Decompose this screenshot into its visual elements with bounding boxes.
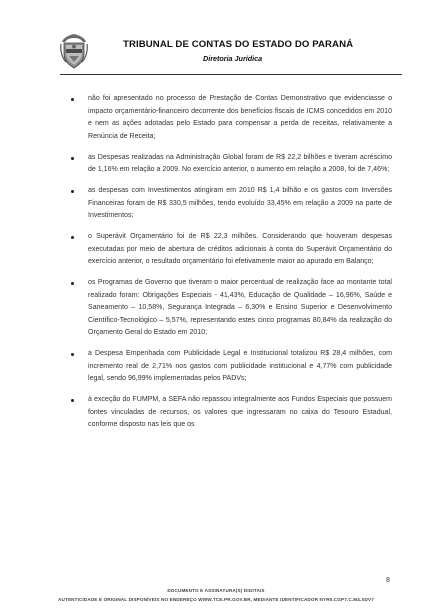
list-item-text: as despesas com Investimentos atingiram em 2010 R$ 1,4 bilhão e os gastos com Inversões Financeiras foram de R$ 330,5 milhões, tendo evoluído 33,45% em relação a 2009 na parte de Investimentos; (88, 187, 392, 219)
list-item (60, 394, 392, 432)
parana-coat-of-arms-icon (60, 32, 88, 70)
list-item-text: não foi apresentado no processo de Prestação de Contas Demonstrativo que evidenciasse o impacto orçamentário-financeiro decorrente dos benefícios fiscais de ICMS concedidos em 2010 e nem as ações adotadas pelo Estado para compensar a perda de receitas, relativamente a Renúncia de Receita; (88, 95, 392, 140)
bullet-icon (71, 399, 74, 402)
bullet-icon (71, 190, 74, 193)
list-item-text: os Programas de Governo que tiveram o maior percentual de realização face ao montante total realizado foram: Obrigações Especiais - 41,43%, Educação de Qualidade – 16,96%, Saúde e Saneamento – 10,58%, Segurança Integrada – 6,30% e Ensino Superior e Desenvolvimento Científico-Tecnológico – 5,57%, representando estes cinco programas 80,84% da realização do Orçamento Geral do Estado em 2010; (88, 279, 392, 336)
header-divider (60, 74, 402, 75)
list-item (60, 152, 392, 177)
list-item (60, 277, 392, 340)
list-item-text: a Despesa Empenhada com Publicidade Legal e Institucional totalizou R$ 28,4 milhões, com incremento real de 2,71% nos gastos com publicidade institucional e 4,77% com publicidade legal, sendo 96,99% implementadas pelos PADVs; (88, 350, 392, 382)
list-item-text: o Superávit Orçamentário foi de R$ 22,3 milhões. Considerando que houveram despesas executadas por meio de abertura de créditos adicionais à conta do Superávit Orçamentário do exercício anterior, o resultado orçamentário foi efetivamente maior ao apurado em Balanço; (88, 233, 392, 265)
bullet-icon (71, 157, 74, 160)
list-item (60, 185, 392, 223)
bullet-icon (71, 98, 74, 101)
bullet-icon (71, 353, 74, 356)
organization-title: TRIBUNAL DE CONTAS DO ESTADO DO PARANÁ (123, 39, 354, 50)
bullet-icon (71, 236, 74, 239)
list-item (60, 348, 392, 386)
list-item-text: as Despesas realizadas na Administração Global foram de R$ 22,2 bilhões e tiveram acréscimo de 1,16% em relação a 2009. No exercício anterior, o aumento em relação a 2008, foi de 7,46%; (88, 153, 392, 173)
document-body (60, 93, 392, 440)
footer-authenticity-notice: AUTENTICIDADE E ORIGINAL DISPONÍVEIS NO ENDEREÇO WWW.TCE.PR.GOV.BR, MEDIANTE IDENTIFICADOR NYR0.CGP7.C.M4.XDV7 (58, 597, 374, 602)
page-number: 8 (386, 577, 390, 584)
document-header (55, 30, 400, 80)
footer-signature-notice: DOCUMENTO E ASSINATURA(S) DIGITAIS (167, 588, 265, 593)
bullet-icon (71, 282, 74, 285)
list-item-text: à exceção do FUMPM, a SEFA não repassou integralmente aos Fundos Especiais que possuem fontes vinculadas de recursos, os valores que ingressaram no caixa do Tesouro Estadual, conforme disposto nas leis que os (88, 396, 392, 428)
department-subtitle: Diretoria Jurídica (203, 54, 263, 63)
list-item (60, 93, 392, 143)
list-item (60, 231, 392, 269)
